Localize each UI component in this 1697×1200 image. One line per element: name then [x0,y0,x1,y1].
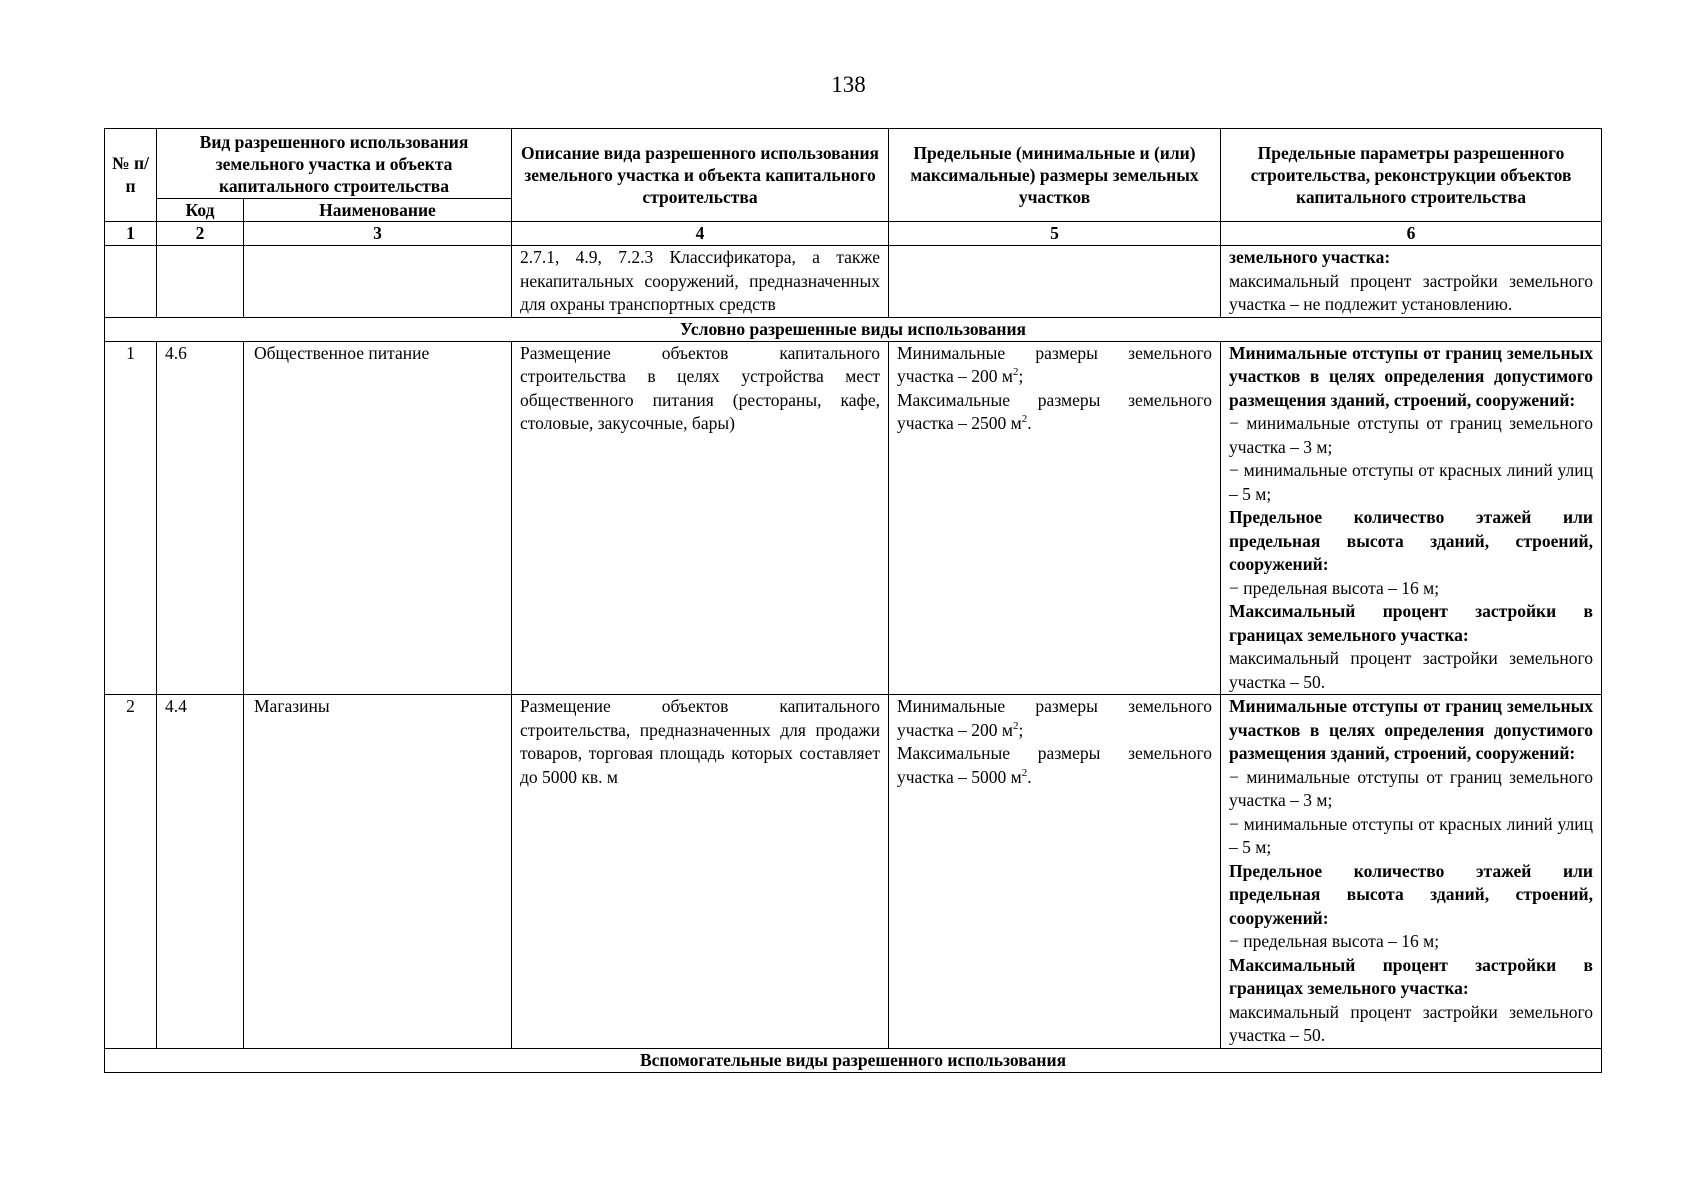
header-description: Описание вида разрешенного использования земельного участка и объекта капитального строительства [512,129,889,222]
continuation-description: 2.7.1, 4.9, 7.2.3 Классификатора, а также некапитальных сооружений, предназначенных для охраны транспортных средств [512,246,889,318]
header-build-params: Предельные параметры разрешенного строительства, реконструкции объектов капитального строительства [1221,129,1602,222]
params-coverage: максимальный процент застройки земельного участка – 50. [1229,1001,1593,1045]
params-setback-boundary: − минимальные отступы от границ земельного участка – 3 м; [1229,413,1593,457]
header-code: Код [157,199,244,222]
section-conditional-row [105,317,1602,341]
row-description: Размещение объектов капитального строительства в целях устройства мест общественного питания (рестораны, кафе, столовые, закусочные, бары) [512,341,889,695]
row-build-params [1221,695,1602,1049]
plot-size-max: Максимальные размеры земельного участка – 5000 $м^2$. [897,743,1212,787]
row-description: Размещение объектов капитального строительства, предназначенных для продажи товаров, торговая площадь которых составляет до 5000 кв. м [512,695,889,1049]
params-height: − предельная высота – 16 м; [1229,931,1440,951]
table-row [105,341,1602,695]
section-auxiliary-row [105,1048,1602,1072]
page-number: 138 [831,72,866,97]
params-setback-red-lines: − минимальные отступы от красных линий улиц – 5 м; [1229,813,1593,857]
header-name: Наименование [244,199,512,222]
params-heading-coverage: Максимальный процент застройки в границах земельного участка: [1229,601,1593,645]
continuation-params-heading: земельного участка: [1229,247,1391,267]
row-num: 1 [105,341,157,695]
header-plot-size: Предельные (минимальные и (или) максимальные) размеры земельных участков [889,129,1221,222]
col-number-2: 2 [157,222,244,246]
row-code: 4.6 [157,341,244,695]
params-height: − предельная высота – 16 м; [1229,577,1440,598]
land-use-regulations-table [104,128,1602,1073]
continuation-params-text: максимальный процент застройки земельного участка – не подлежит установлению. [1229,270,1593,314]
params-setback-boundary: − минимальные отступы от границ земельного участка – 3 м; [1229,766,1593,810]
plot-size-max: Максимальные размеры земельного участка – 2500 $м^2$. [897,389,1212,433]
col-number-4: 4 [512,222,889,246]
section-conditional-title: Условно разрешенные виды использования [105,317,1602,341]
row-build-params [1221,341,1602,695]
table-row-continuation [105,246,1602,318]
params-heading-setbacks: Минимальные отступы от границ земельных участков в целях определения допустимого размещения зданий, строений, сооружений: [1229,696,1593,763]
continuation-params [1221,246,1602,318]
row-num: 2 [105,695,157,1049]
table-row [105,695,1602,1049]
row-name: Магазины [244,695,512,1049]
section-auxiliary-title: Вспомогательные виды разрешенного использования [105,1048,1602,1072]
plot-size-min: Минимальные размеры земельного участка – 200 $м^2$; [897,342,1212,386]
header-vri: Вид разрешенного использования земельного участка и объекта капитального строительства [157,129,512,199]
col-number-5: 5 [889,222,1221,246]
row-plot-size [889,341,1221,695]
params-setback-red-lines: − минимальные отступы от красных линий улиц – 5 м; [1229,460,1593,504]
col-number-1: 1 [105,222,157,246]
params-heading-coverage: Максимальный процент застройки в границах земельного участка: [1229,954,1593,998]
header-num: № п/п [105,129,157,222]
params-heading-height: Предельное количество этажей или предельная высота зданий, строений, сооружений: [1229,860,1593,928]
col-number-6: 6 [1221,222,1602,246]
params-coverage: максимальный процент застройки земельного участка – 50. [1229,648,1593,692]
row-plot-size [889,695,1221,1049]
params-heading-setbacks: Минимальные отступы от границ земельных участков в целях определения допустимого размещения зданий, строений, сооружений: [1229,342,1593,410]
col-number-3: 3 [244,222,512,246]
plot-size-min: Минимальные размеры земельного участка – 200 $м^2$; [897,696,1212,740]
row-code: 4.4 [157,695,244,1049]
row-name: Общественное питание [244,341,512,695]
params-heading-height: Предельное количество этажей или предельная высота зданий, строений, сооружений: [1229,507,1593,574]
